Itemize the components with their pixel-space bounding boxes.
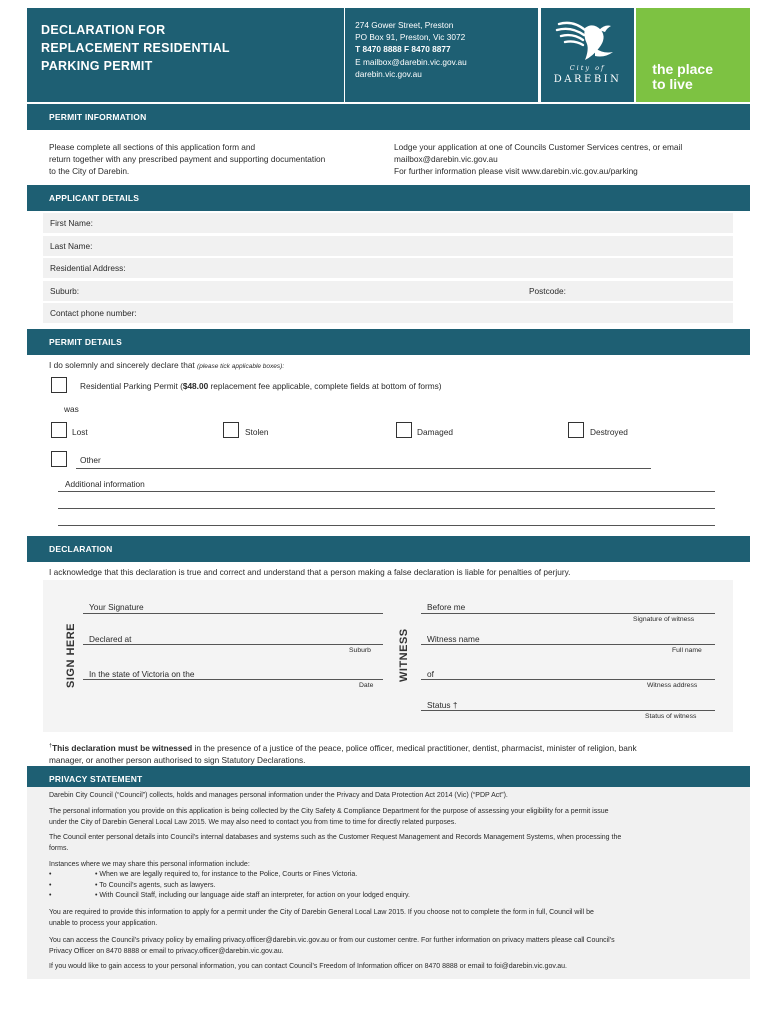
permit-info-line: Please complete all sections of this application form and xyxy=(49,142,256,152)
suburb-label: Suburb: xyxy=(50,286,80,296)
witness-name-line[interactable] xyxy=(421,644,715,645)
was-label: was xyxy=(64,404,79,414)
destroyed-checkbox[interactable] xyxy=(568,422,584,438)
permit-info-email[interactable]: mailbox@darebin.vic.gov.au xyxy=(394,154,498,165)
privacy-paragraph xyxy=(49,936,729,957)
form-title xyxy=(27,8,344,102)
logo-city-of: City of xyxy=(569,64,606,72)
stolen-checkbox[interactable] xyxy=(223,422,239,438)
suburb-field[interactable] xyxy=(43,281,733,301)
date-line[interactable] xyxy=(83,679,383,680)
contact-address: 274 Gower Street, Preston xyxy=(355,20,454,30)
in-state-label: In the state of Victoria on the xyxy=(89,669,195,679)
header xyxy=(27,8,750,102)
bird-logo-icon xyxy=(555,16,621,64)
section-header-permit-information: PERMIT INFORMATION xyxy=(27,104,750,130)
permit-info-right xyxy=(394,141,734,178)
residential-parking-permit-label xyxy=(80,381,442,391)
solemnly-note: (please tick applicable boxes): xyxy=(197,363,285,370)
permit-suffix: replacement fee applicable, complete fields at bottom of forms) xyxy=(208,381,442,391)
privacy-bullet xyxy=(49,870,729,881)
lost-checkbox[interactable] xyxy=(51,422,67,438)
first-name-field[interactable] xyxy=(43,213,733,233)
privacy-line: unable to process your application. xyxy=(49,919,158,927)
before-me-line[interactable] xyxy=(421,613,715,614)
privacy-paragraph xyxy=(49,833,729,854)
privacy-line: Privacy Officer on 8470 8888 or email to privacy.officer@darebin.vic.gov.au. xyxy=(49,947,284,955)
contact-email[interactable]: E mailbox@darebin.vic.gov.au xyxy=(355,56,467,67)
contact-po-box: PO Box 91, Preston, Vic 3072 xyxy=(355,32,466,43)
section-header-applicant-details: APPLICANT DETAILS xyxy=(27,185,750,211)
additional-information-label: Additional information xyxy=(65,479,145,489)
permit-info-line: to the City of Darebin. xyxy=(49,166,130,177)
privacy-line: You can access the Council’s privacy policy by emailing privacy.officer@darebin.vic.gov.au or from our customer centre. For further information on privacy matters please call Council’s xyxy=(49,937,615,944)
witness-note-bold: This declaration must be witnessed xyxy=(52,742,193,753)
lost-label: Lost xyxy=(72,427,88,437)
solemnly-text: I do solemnly and sincerely declare that xyxy=(49,360,195,370)
privacy-line: The personal information you provide on this application is being collected by the City Safety & Compliance Department for the purpose of assessing your eligibility for a permit issue xyxy=(49,808,609,815)
status-label: Status † xyxy=(427,700,458,710)
tagline-line: to live xyxy=(652,76,693,92)
suburb-caption: Suburb xyxy=(349,647,371,654)
declared-at-line[interactable] xyxy=(83,644,383,645)
status-of-witness-caption: Status of witness xyxy=(645,713,697,720)
last-name-label: Last Name: xyxy=(50,241,93,251)
logo-darebin-text: DAREBIN xyxy=(553,74,622,85)
bullet-mark: • xyxy=(49,871,52,878)
darebin-logo xyxy=(541,8,635,102)
acknowledge-text: I acknowledge that this declaration is true and correct and understand that a person making a false declaration is liable for penalties of perjury. xyxy=(49,567,571,577)
damaged-checkbox[interactable] xyxy=(396,422,412,438)
contact-phone: T 8470 8888 F 8470 8877 xyxy=(355,44,451,55)
your-signature-line[interactable] xyxy=(83,613,383,614)
residential-address-label: Residential Address: xyxy=(50,263,126,273)
residential-address-field[interactable] xyxy=(43,258,733,278)
privacy-line: The Council enter personal details into Council’s internal databases and systems such as the Customer Request Management and Records Management Systems, when processing the xyxy=(49,834,622,841)
privacy-line: under the City of Darebin General Local Law 2015. We may also need to contact you from time to time for directly related purposes. xyxy=(49,818,457,826)
council-contact xyxy=(345,8,537,102)
other-line[interactable] xyxy=(76,468,651,469)
full-name-caption: Full name xyxy=(672,647,702,654)
permit-prefix: Residential Parking Permit ( xyxy=(80,381,183,391)
dagger-mark: † xyxy=(49,743,53,749)
permit-info-line: return together with any prescribed payment and supporting documentation xyxy=(49,154,326,165)
privacy-paragraph: Darebin City Council (“Council”) collects, holds and manages personal information under the Privacy and Data Protection Act 2014 (Vic) (“PDP Act”). xyxy=(49,792,508,799)
privacy-paragraph xyxy=(49,908,729,929)
additional-info-line-1[interactable] xyxy=(58,491,715,492)
other-label: Other xyxy=(80,455,101,465)
permit-info-left xyxy=(49,141,389,178)
sign-here-label: SIGN HERE xyxy=(65,622,77,688)
title-line: DECLARATION FOR xyxy=(41,23,166,37)
of-label: of xyxy=(427,669,434,679)
section-header-declaration: DECLARATION xyxy=(27,536,750,562)
last-name-field[interactable] xyxy=(43,236,733,256)
privacy-bullets xyxy=(49,870,729,902)
witness-note-text: manager, or another person authorised to sign Statutory Declarations. xyxy=(49,754,306,765)
privacy-line: forms. xyxy=(49,844,69,852)
declared-at-label: Declared at xyxy=(89,634,132,644)
witness-label: WITNESS xyxy=(398,628,410,682)
bullet-mark: • xyxy=(49,892,52,900)
privacy-bullet xyxy=(49,891,729,902)
stolen-label: Stolen xyxy=(245,427,269,437)
residential-parking-permit-checkbox[interactable] xyxy=(51,377,67,393)
title-line: PARKING PERMIT xyxy=(41,59,153,73)
first-name-label: First Name: xyxy=(50,218,93,228)
permit-fee: $48.00 xyxy=(182,381,209,391)
bullet-text: • To Council’s agents, such as lawyers. xyxy=(95,881,216,889)
postcode-label: Postcode: xyxy=(529,286,566,296)
bullet-mark: • xyxy=(49,881,52,889)
contact-phone-field[interactable] xyxy=(43,303,733,323)
witness-address-line[interactable] xyxy=(421,679,715,680)
privacy-line: You are required to provide this information to apply for a permit under the City of Darebin General Local Law 2015. If you choose not to complete the form in full, Council will be xyxy=(49,909,594,916)
declaration-signature-panel xyxy=(43,580,733,732)
privacy-paragraph xyxy=(49,807,729,828)
bullet-text: • When we are legally required to, for instance to the Police, Courts or Fines Victoria. xyxy=(95,871,358,878)
solemnly-declare-text xyxy=(49,360,284,370)
privacy-paragraph: Instances where we may share this personal information include: xyxy=(49,861,250,868)
damaged-label: Damaged xyxy=(417,427,453,437)
tagline xyxy=(636,8,750,102)
bullet-text: • With Council Staff, including our language aide staff an interpreter, for action on your lodged enquiry. xyxy=(95,892,410,900)
before-me-label: Before me xyxy=(427,602,466,612)
additional-info-line-2[interactable] xyxy=(58,508,715,509)
tagline-line: the place xyxy=(652,61,713,77)
your-signature-label: Your Signature xyxy=(89,602,144,612)
section-header-privacy-statement: PRIVACY STATEMENT xyxy=(27,766,750,792)
contact-website[interactable]: darebin.vic.gov.au xyxy=(355,68,422,79)
permit-info-website[interactable]: For further information please visit www.darebin.vic.gov.au/parking xyxy=(394,166,638,177)
privacy-paragraph: If you would like to gain access to your personal information, you can contact Council’s Freedom of Information officer on 8470 8888 or email to foi@darebin.vic.gov.au. xyxy=(49,963,567,970)
permit-info-line: Lodge your application at one of Councils Customer Services centres, or email xyxy=(394,142,683,152)
title-line: REPLACEMENT RESIDENTIAL xyxy=(41,41,230,55)
additional-info-line-3[interactable] xyxy=(58,525,715,526)
witness-note-text: in the presence of a justice of the peace, police officer, medical practitioner, dentist, pharmacist, minister of religion, bank xyxy=(192,742,637,753)
status-line[interactable] xyxy=(421,710,715,711)
witness-name-label: Witness name xyxy=(427,634,480,644)
other-checkbox[interactable] xyxy=(51,451,67,467)
privacy-bullet xyxy=(49,881,729,892)
destroyed-label: Destroyed xyxy=(590,427,628,437)
date-caption: Date xyxy=(359,682,374,689)
witness-note xyxy=(49,740,749,766)
contact-phone-label: Contact phone number: xyxy=(50,308,137,318)
signature-of-witness-caption: Signature of witness xyxy=(633,616,695,623)
witness-address-caption: Witness address xyxy=(647,682,698,689)
section-header-permit-details: PERMIT DETAILS xyxy=(27,329,750,355)
